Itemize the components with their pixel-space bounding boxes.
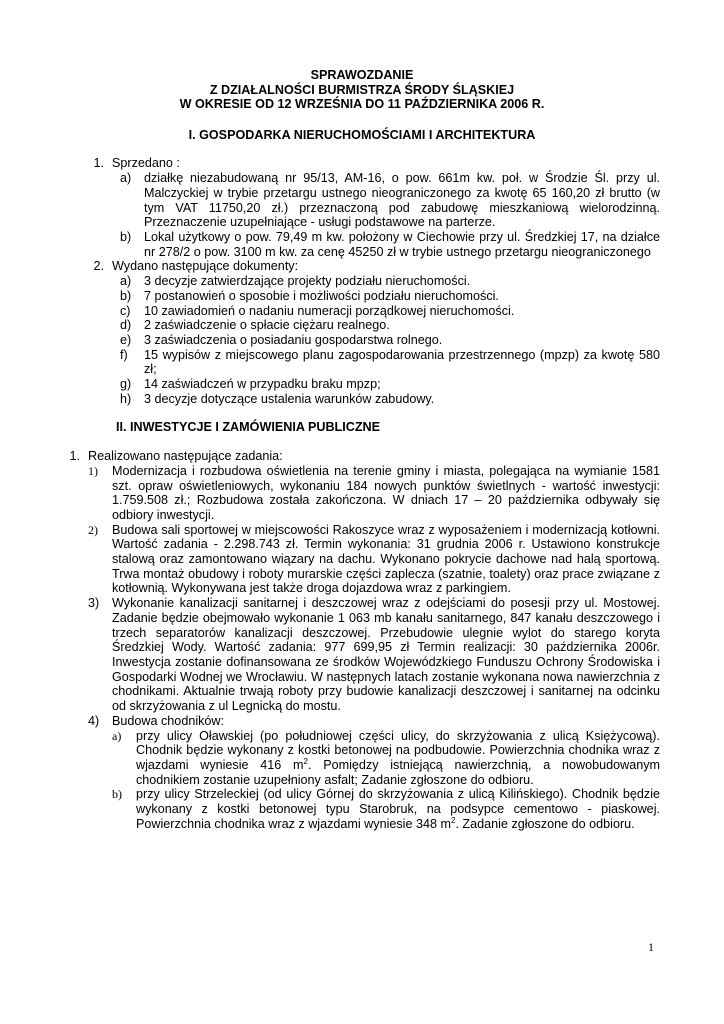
item-label: e) bbox=[120, 332, 132, 347]
list-item bbox=[64, 729, 660, 788]
text-fragment: . Zadanie zgłoszone do odbioru. bbox=[455, 816, 635, 831]
list-item bbox=[64, 333, 660, 348]
item-text: Modernizacja i rozbudowa oświetlenia na terenie gminy i miasta, polegająca na wymianie 1581 szt. opraw oświetleniowych, wykonaniu 184 nowych punktów świetlnych - wartość inwestycji: 1.759.508 zł.; Rozbudowa została zakończona. W dniach 17 – 20 października odbywały się odbiory inwestycji. bbox=[112, 463, 660, 522]
item-text: Wykonanie kanalizacji sanitarnej i deszczowej wraz z odejściami do posesji przy ul. Mostowej. Zadanie będzie obejmowało wykonanie 1 063 mb kanału sanitarnego, 847 kanału deszczowego i trzech separatorów kanalizacji deszczowej. Przebudowie ulegnie wylot do starego koryta Średzkiej Wody. Wartość zadania: 977 699,95 zł Termin realizacji: 30 października 2006r. Inwestycja zostanie dofinansowana ze środków Wojewódzkiego Funduszu Ochrony Środowiska i Gospodarki Wodnej we Wrocławiu. W następnych latach zostanie wykonana nowa nawierzchnia z chodnikami. Aktualnie trwają roboty przy budowie kanalizacji deszczowej i sanitarnej na odcinku od skrzyżowania z ul Legnicką do mostu. bbox=[112, 596, 660, 714]
report-title: SPRAWOZDANIE bbox=[310, 68, 414, 82]
report-subtitle: Z DZIAŁALNOŚCI BURMISTRZA ŚRODY ŚLĄSKIEJ bbox=[209, 82, 515, 97]
list-item bbox=[64, 464, 660, 523]
section-1-title: I. GOSPODARKA NIERUCHOMOŚCIAMI I ARCHITEKTURA bbox=[188, 127, 536, 142]
list-item bbox=[64, 304, 660, 319]
item-text: 10 zawiadomień o nadaniu numeracji porządkowej nieruchomości. bbox=[144, 303, 515, 318]
item-label: 4) bbox=[88, 713, 100, 728]
item-label: 1) bbox=[88, 463, 98, 478]
item-text: Budowa chodników: bbox=[112, 713, 225, 728]
item-label: 3) bbox=[88, 596, 100, 611]
item-text: 7 postanowień o sposobie i możliwości podziału nieruchomości. bbox=[144, 288, 499, 303]
list-item bbox=[64, 596, 660, 714]
section-1-item-1 bbox=[64, 156, 660, 171]
item-label: c) bbox=[120, 303, 131, 318]
item-label: f) bbox=[120, 347, 128, 362]
item-text bbox=[136, 787, 660, 831]
item-label: a) bbox=[120, 171, 132, 186]
item-text: działkę niezabudowaną nr 95/13, AM-16, o pow. 661m kw. poł. w Środzie Śl. przy ul. Malczyckiej w trybie przetargu ustnego nieograniczonego za kwotę 65 160,20 zł brutto (w tym VAT 11750,20 zł.) przeznaczoną pod zabudowę mieszkaniową wielorodzinną. Przeznaczenie uzupełniające - usługi podstawowe na parterze. bbox=[144, 171, 660, 230]
item-label: a) bbox=[120, 274, 132, 289]
item-text: 15 wypisów z miejscowego planu zagospodarowania przestrzennego (mpzp) za kwotę 580 zł; bbox=[144, 347, 660, 377]
item-label: 2) bbox=[88, 522, 98, 537]
list-item bbox=[64, 274, 660, 289]
text-fragment: przy ulicy Oławskiej (po południowej części ulicy, do skrzyżowania z ulicą Księżycową). Chodnik będzie wykonany z kostki betonowej na podbudowie. Powierzchnia chodnika wraz z wjazdami wyniesie 416 m bbox=[136, 728, 660, 772]
item-number: 1. bbox=[93, 156, 104, 171]
item-text: 3 zaświadczenia o posiadaniu gospodarstwa rolnego. bbox=[144, 332, 443, 347]
item-text: Sprzedano : bbox=[112, 156, 180, 171]
page-number: 1 bbox=[648, 940, 654, 954]
list-item bbox=[64, 171, 660, 230]
item-number: 2. bbox=[93, 259, 104, 274]
text-fragment: . Pomiędzy istniejącą nawierzchnią, a nowobudowanym chodnikiem zostanie uzupełniony asfalt; Zadanie zgłoszone do odbioru. bbox=[136, 757, 660, 787]
section-2-item-1 bbox=[64, 449, 660, 464]
list-item bbox=[64, 714, 660, 729]
item-text: 2 zaświadczenie o spłacie ciężaru realnego. bbox=[144, 318, 390, 333]
item-label: b) bbox=[120, 230, 132, 244]
item-text: Lokal użytkowy o pow. 79,49 m kw. położony w Ciechowie przy ul. Średzkiej 17, na działce nr 278/2 o pow. 3100 m kw. za cenę 45250 zł w trybie ustnego przetargu nieograniczonego bbox=[144, 230, 660, 259]
list-item bbox=[64, 377, 660, 392]
list-item bbox=[64, 787, 660, 831]
item-text: 3 decyzje dotyczące ustalenia warunków zabudowy. bbox=[144, 391, 435, 406]
item-text: 3 decyzje zatwierdzające projekty podziału nieruchomości. bbox=[144, 274, 471, 289]
item-label: g) bbox=[120, 377, 132, 392]
text-fragment: przy ulicy Strzeleckiej (od ulicy Górnej do skrzyżowania z ulicą Kilińskiego). Chodnik będzie wykonany z kostki betonowej typu Starobruk, na podsypce cementowo - piaskowej. Powierzchnia chodnika wraz z wjazdami wyniesie 348 m bbox=[136, 787, 660, 831]
item-number: 1. bbox=[69, 449, 80, 464]
item-label: a) bbox=[112, 728, 122, 743]
item-text: Wydano następujące dokumenty: bbox=[112, 259, 299, 274]
report-period: W OKRESIE OD 12 WRZEŚNIA DO 11 PAŹDZIERNIKA 2006 R. bbox=[179, 97, 545, 112]
item-text: Realizowano następujące zadania: bbox=[88, 449, 283, 464]
list-item bbox=[64, 230, 660, 259]
list-item bbox=[64, 523, 660, 597]
list-item bbox=[64, 318, 660, 333]
list-item bbox=[64, 392, 660, 407]
section-2-title: II. INWESTYCJE I ZAMÓWIENIA PUBLICZNE bbox=[116, 420, 381, 435]
item-label: d) bbox=[120, 318, 132, 333]
item-label: b) bbox=[112, 787, 122, 802]
list-item bbox=[64, 348, 660, 377]
superscript: 2 bbox=[303, 756, 308, 766]
item-text: 14 zaświadczeń w przypadku braku mpzp; bbox=[144, 377, 381, 392]
report-header bbox=[64, 68, 660, 112]
item-label: b) bbox=[120, 288, 132, 303]
list-item bbox=[64, 289, 660, 304]
section-1-item-2 bbox=[64, 259, 660, 274]
item-text: Budowa sali sportowej w miejscowości Rakoszyce wraz z wyposażeniem i modernizacją kotłowni. Wartość zadania - 2.298.743 zł. Termin wykonania: 31 grudnia 2006 r. Ustawiono konstrukcje stalową oraz zamontowano wiązary na dachu. Wykonano pokrycie dachowe nad halą sportową. Trwa montaż obudowy i roboty murarskie części zaplecza (szatnie, toalety) oraz prace związane z kotłownią. Wykonywana jest także droga dojazdowa wraz z parkingiem. bbox=[112, 522, 660, 596]
superscript: 2 bbox=[450, 815, 456, 825]
item-text bbox=[136, 729, 660, 788]
item-label: h) bbox=[120, 391, 132, 406]
